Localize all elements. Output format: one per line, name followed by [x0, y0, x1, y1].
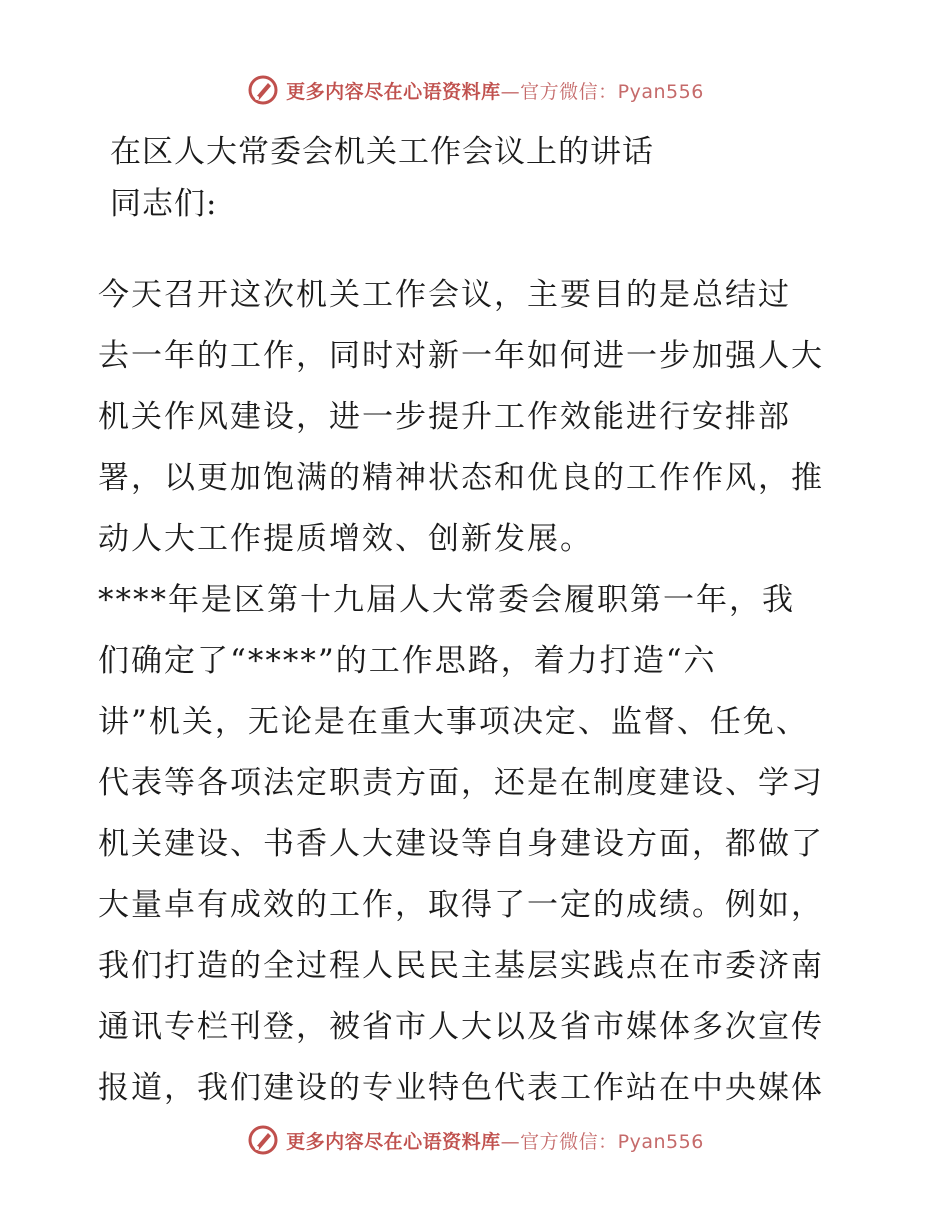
paragraph-line: 机关建设、书香人大建设等自身建设方面，都做了 [98, 826, 824, 862]
paragraph-line: 代表等各项法定职责方面，还是在制度建设、学习 [98, 765, 824, 801]
greeting: 同志们: [110, 186, 218, 222]
paragraph-1 [98, 265, 858, 570]
paragraph-line: 大量卓有成效的工作，取得了一定的成绩。例如， [98, 887, 824, 923]
paragraph-line: 报道，我们建设的专业特色代表工作站在中央媒体 [98, 1070, 824, 1106]
paragraph-line: 动人大工作提质增效、创新发展。 [98, 521, 593, 557]
pen-logo-icon [246, 73, 280, 107]
paragraph-line: 们确定了“****”的工作思路，着力打造“六 [98, 643, 717, 679]
document-title: 在区人大常委会机关工作会议上的讲话 [110, 134, 654, 170]
watermark-text: 更多内容尽在心语资料库—官方微信：Pyan556 [286, 1130, 704, 1153]
paragraph-line: 去一年的工作，同时对新一年如何进一步加强人大 [98, 338, 824, 374]
paragraph-line: 讲”机关，无论是在重大事项决定、监督、任免、 [98, 704, 809, 740]
paragraph-line: 我们打造的全过程人民民主基层实践点在市委济南 [98, 948, 824, 984]
paragraph-line: 通讯专栏刊登，被省市人大以及省市媒体多次宣传 [98, 1009, 824, 1045]
paragraph-2 [98, 570, 858, 1119]
paragraph-line: ****年是区第十九届人大常委会履职第一年，我 [98, 582, 795, 618]
watermark-header [0, 70, 950, 110]
paragraph-line: 署，以更加饱满的精神状态和优良的工作作风，推 [98, 460, 824, 496]
paragraph-line: 机关作风建设，进一步提升工作效能进行安排部 [98, 399, 791, 435]
pen-logo-icon [246, 1123, 280, 1157]
watermark-text: 更多内容尽在心语资料库—官方微信：Pyan556 [286, 80, 704, 103]
paragraph-line: 今天召开这次机关工作会议，主要目的是总结过 [98, 277, 791, 313]
watermark-footer [0, 1120, 950, 1160]
